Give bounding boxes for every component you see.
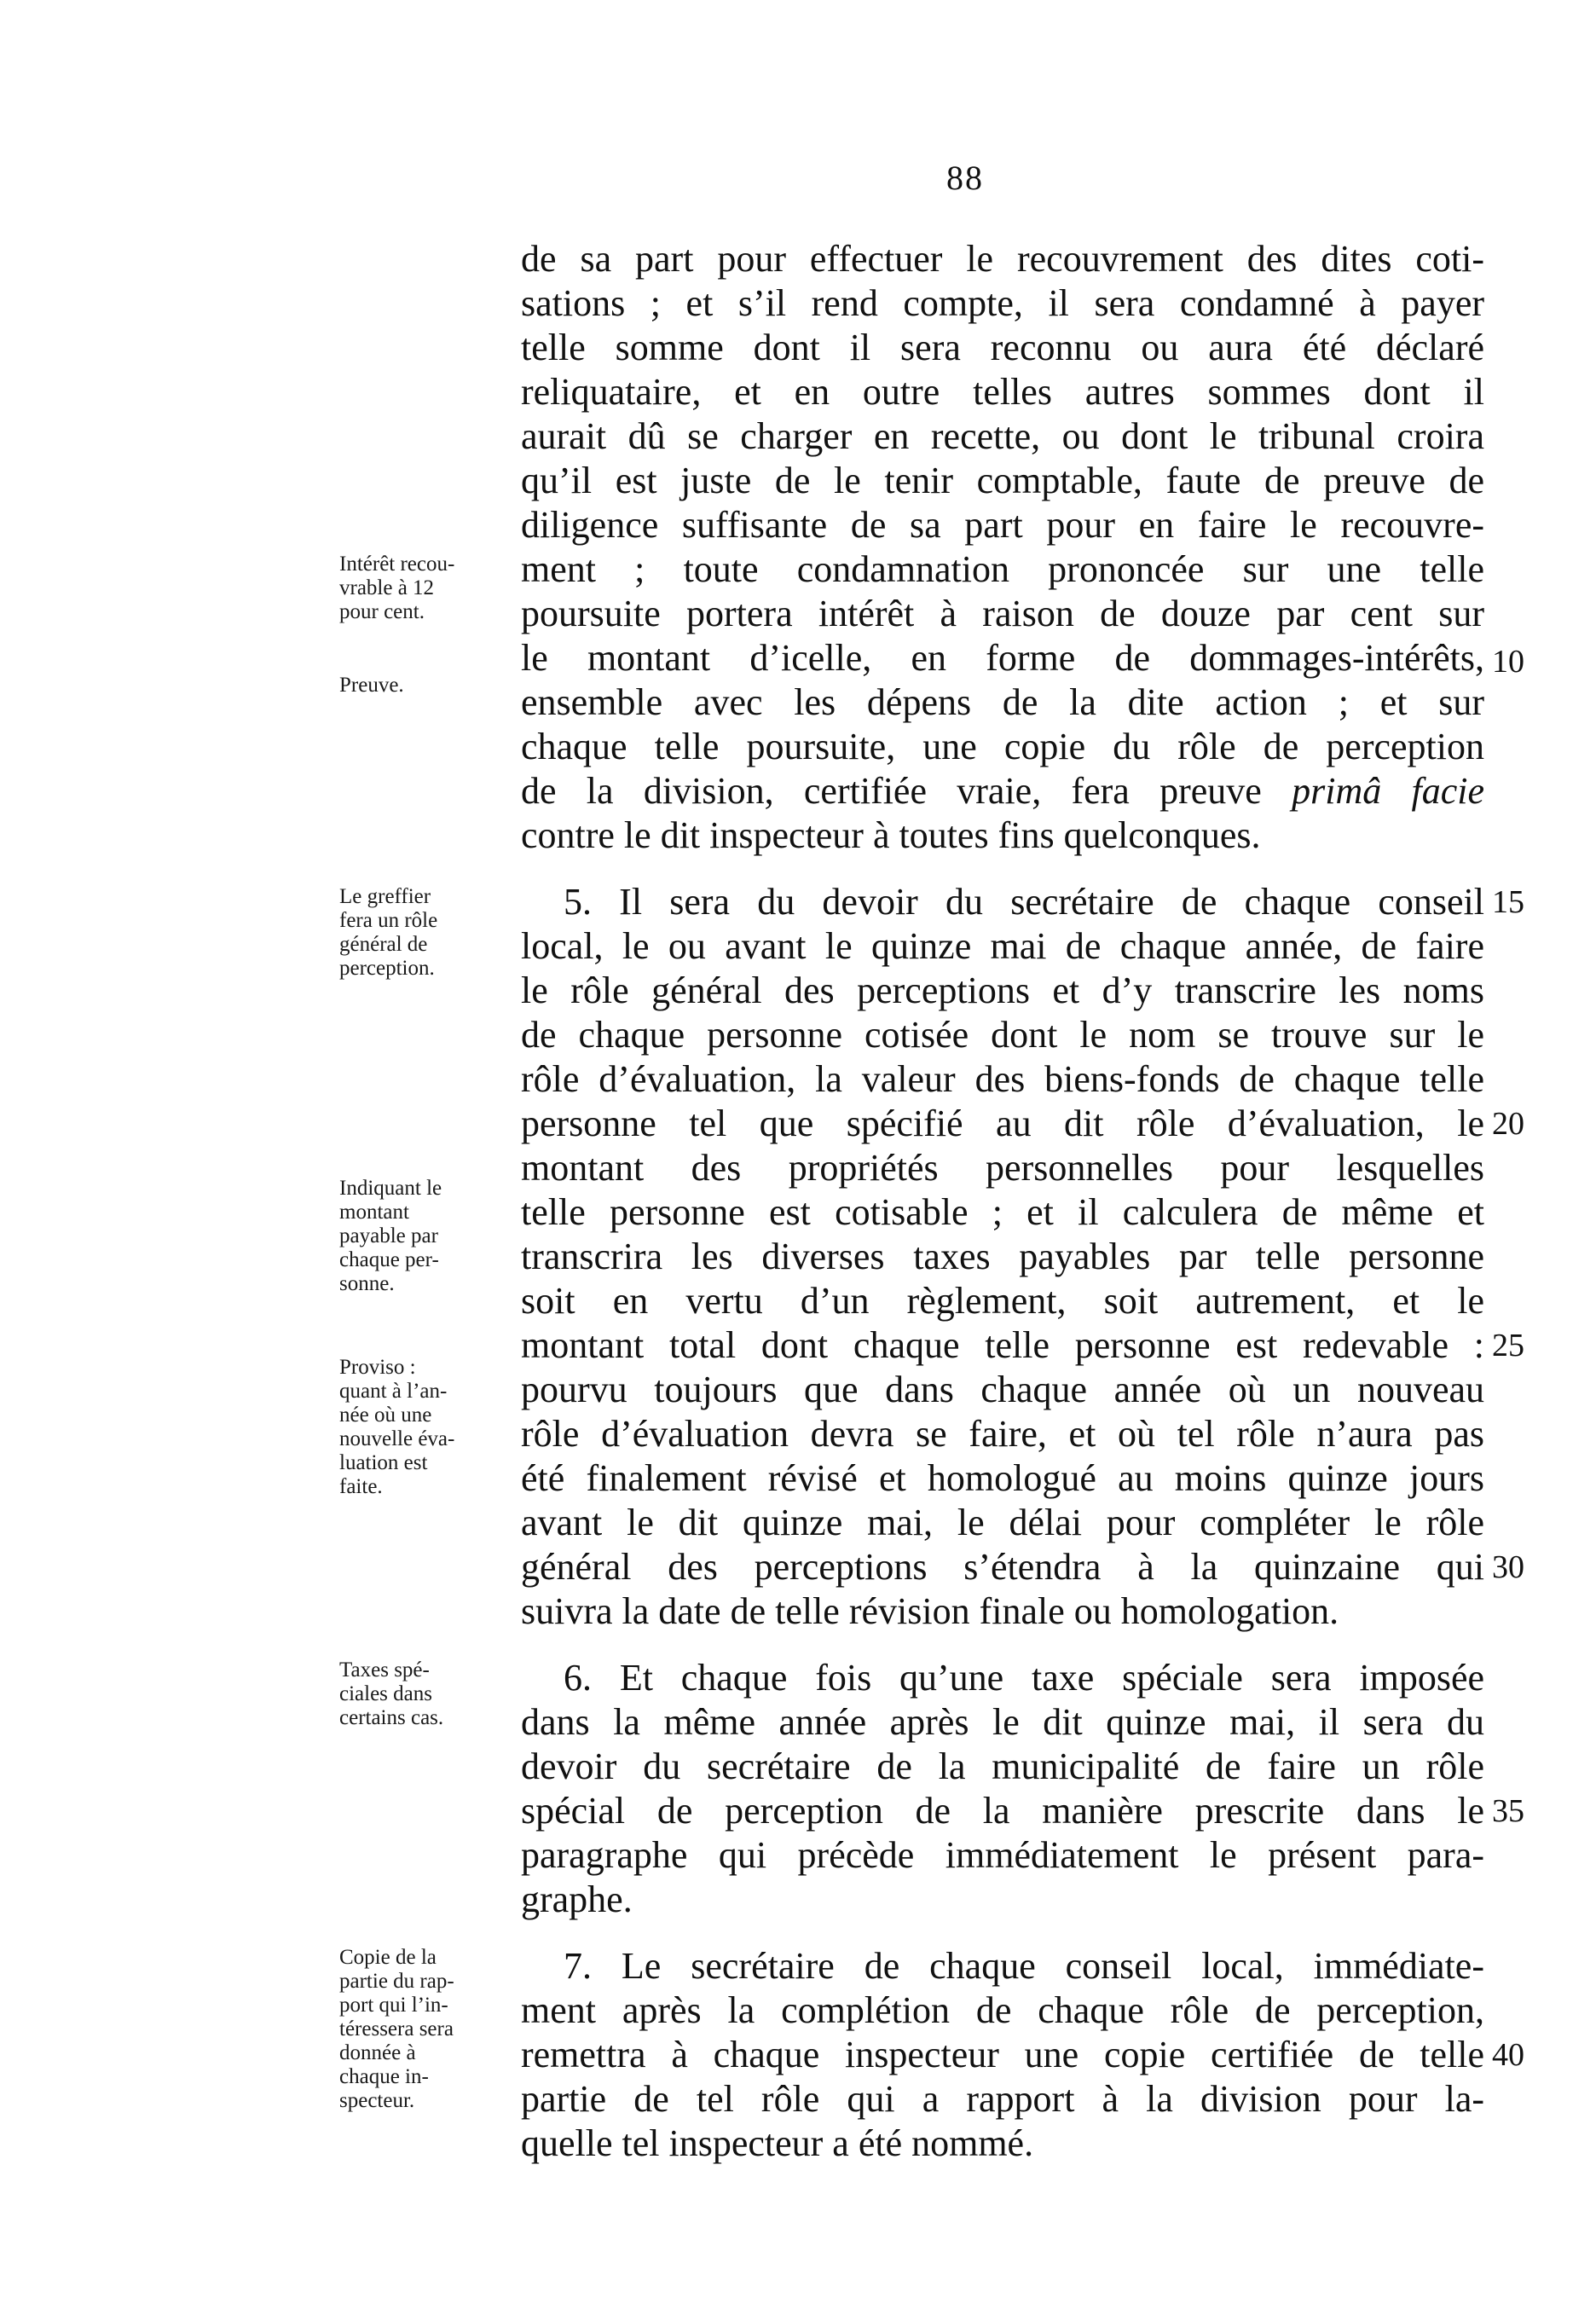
margin-note-line: ciales dans — [339, 1682, 432, 1705]
margin-note-line: Indiquant le — [339, 1177, 442, 1200]
margin-note-indiquant — [339, 1177, 510, 1296]
text-line: suivra la date de telle révision finale ou homologation. — [521, 1590, 1339, 1632]
text-line: montant des propriétés personnelles pour lesquelles — [521, 1147, 1484, 1189]
line-number: 30 — [1492, 1549, 1524, 1585]
line-number: 10 — [1492, 644, 1524, 680]
text-line: général des perceptions s’étendra à la quinzaine qui — [521, 1546, 1484, 1588]
margin-note-line: specteur. — [339, 2089, 415, 2112]
margin-note-line: téressera sera — [339, 2017, 454, 2040]
text-line: pourvu toujours que dans chaque année où un nouveau — [521, 1369, 1484, 1410]
text-line: le montant d’icelle, en forme de dommages-intérêts, — [521, 637, 1484, 679]
margin-note-line: montant — [339, 1201, 409, 1224]
line-number: 15 — [1492, 884, 1524, 920]
text-line: reliquataire, et en outre telles autres sommes dont il — [521, 371, 1484, 413]
margin-note-proviso — [339, 1356, 510, 1499]
margin-note-line: certains cas. — [339, 1706, 444, 1729]
margin-note-taxes — [339, 1658, 510, 1730]
text-line: ensemble avec les dépens de la dite action ; et sur — [521, 681, 1484, 723]
margin-note-line: vrable à 12 — [339, 576, 435, 599]
text-line: remettra à chaque inspecteur une copie certifiée de telle — [521, 2034, 1484, 2075]
text-line: été finalement révisé et homologué au moins quinze jours — [521, 1457, 1484, 1499]
text-line: 7. Le secrétaire de chaque conseil local, immédiate- — [564, 1945, 1484, 1987]
text-line: soit en vertu d’un règlement, soit autrement, et le — [521, 1280, 1484, 1322]
line-number: 40 — [1492, 2037, 1524, 2073]
margin-note-greffier — [339, 885, 510, 981]
text-line: 5. Il sera du devoir du secrétaire de chaque conseil — [564, 881, 1484, 923]
margin-note-preuve — [339, 674, 510, 698]
margin-note-line: Preuve. — [339, 674, 404, 697]
margin-note-line: luation est — [339, 1451, 428, 1474]
margin-note-line: perception. — [339, 957, 435, 980]
text-line: aurait dû se charger en recette, ou dont le tribunal croira — [521, 415, 1484, 457]
text-line: sations ; et s’il rend compte, il sera condamné à payer — [521, 282, 1484, 324]
text-line: rôle d’évaluation, la valeur des biens-fonds de chaque telle — [521, 1058, 1484, 1100]
page-number: 88 — [946, 159, 984, 197]
margin-note-line: partie du rap- — [339, 1970, 454, 1993]
text-line: de sa part pour effectuer le recouvrement des dites coti- — [521, 238, 1484, 280]
text-line: telle personne est cotisable ; et il calculera de même et — [521, 1191, 1484, 1233]
text-line: paragraphe qui précède immédiatement le présent para- — [521, 1834, 1484, 1876]
text-line-with-latin — [521, 769, 1484, 813]
text-line: avant le dit quinze mai, le délai pour compléter le rôle — [521, 1502, 1484, 1543]
margin-note-line: chaque per- — [339, 1248, 439, 1271]
text-fragment: de la division, certifiée vraie, fera preuve — [521, 770, 1292, 812]
margin-note-line: pour cent. — [339, 600, 425, 623]
margin-note-line: sonne. — [339, 1272, 395, 1295]
margin-note-line: fera un rôle — [339, 909, 438, 932]
text-line: local, le ou avant le quinze mai de chaque année, de faire — [521, 925, 1484, 967]
text-line: partie de tel rôle qui a rapport à la division pour la- — [521, 2078, 1484, 2120]
margin-note-line: Proviso : — [339, 1356, 416, 1379]
margin-note-line: Copie de la — [339, 1946, 437, 1969]
text-line: contre le dit inspecteur à toutes fins quelconques. — [521, 814, 1261, 856]
line-number: 25 — [1492, 1328, 1524, 1363]
margin-note-line: Intérêt recou- — [339, 553, 455, 576]
margin-note-line: Taxes spé- — [339, 1658, 430, 1682]
text-line: quelle tel inspecteur a été nommé. — [521, 2122, 1034, 2164]
text-line: personne tel que spécifié au dit rôle d’évaluation, le — [521, 1103, 1484, 1144]
text-line: dans la même année après le dit quinze mai, il sera du — [521, 1701, 1484, 1743]
text-line: montant total dont chaque telle personne est redevable : — [521, 1324, 1484, 1366]
latin-phrase: primâ facie — [1292, 770, 1484, 812]
text-line: ment après la complétion de chaque rôle de perception, — [521, 1989, 1484, 2031]
line-number: 35 — [1492, 1793, 1524, 1829]
margin-note-line: chaque in- — [339, 2065, 429, 2088]
text-line: rôle d’évaluation devra se faire, et où tel rôle n’aura pas — [521, 1413, 1484, 1455]
margin-note-line: faite. — [339, 1475, 383, 1498]
margin-note-line: payable par — [339, 1224, 438, 1247]
margin-note-line: Le greffier — [339, 885, 431, 908]
text-line: de chaque personne cotisée dont le nom se trouve sur le — [521, 1014, 1484, 1056]
margin-note-copie — [339, 1946, 510, 2113]
text-line: poursuite portera intérêt à raison de douze par cent sur — [521, 593, 1484, 634]
text-line: diligence suffisante de sa part pour en faire le recouvre- — [521, 504, 1484, 546]
margin-note-line: donnée à — [339, 2041, 416, 2064]
text-line: graphe. — [521, 1878, 633, 1920]
text-line: le rôle général des perceptions et d’y transcrire les noms — [521, 970, 1484, 1011]
margin-note-line: général de — [339, 933, 428, 956]
margin-note-line: née où une — [339, 1404, 432, 1427]
margin-note-line: quant à l’an- — [339, 1380, 448, 1403]
text-line: 6. Et chaque fois qu’une taxe spéciale sera imposée — [564, 1657, 1484, 1699]
text-line: transcrira les diverses taxes payables par telle personne — [521, 1236, 1484, 1277]
text-line: ment ; toute condamnation prononcée sur une telle — [521, 548, 1484, 590]
text-line: chaque telle poursuite, une copie du rôle de perception — [521, 726, 1484, 767]
margin-note-interet — [339, 553, 510, 624]
text-line: spécial de perception de la manière prescrite dans le — [521, 1790, 1484, 1832]
line-number: 20 — [1492, 1106, 1524, 1142]
text-line: devoir du secrétaire de la municipalité de faire un rôle — [521, 1745, 1484, 1787]
margin-note-line: nouvelle éva- — [339, 1427, 455, 1450]
margin-note-line: port qui l’in- — [339, 1994, 448, 2017]
text-line: telle somme dont il sera reconnu ou aura été déclaré — [521, 327, 1484, 368]
text-line: qu’il est juste de le tenir comptable, faute de preuve de — [521, 460, 1484, 501]
